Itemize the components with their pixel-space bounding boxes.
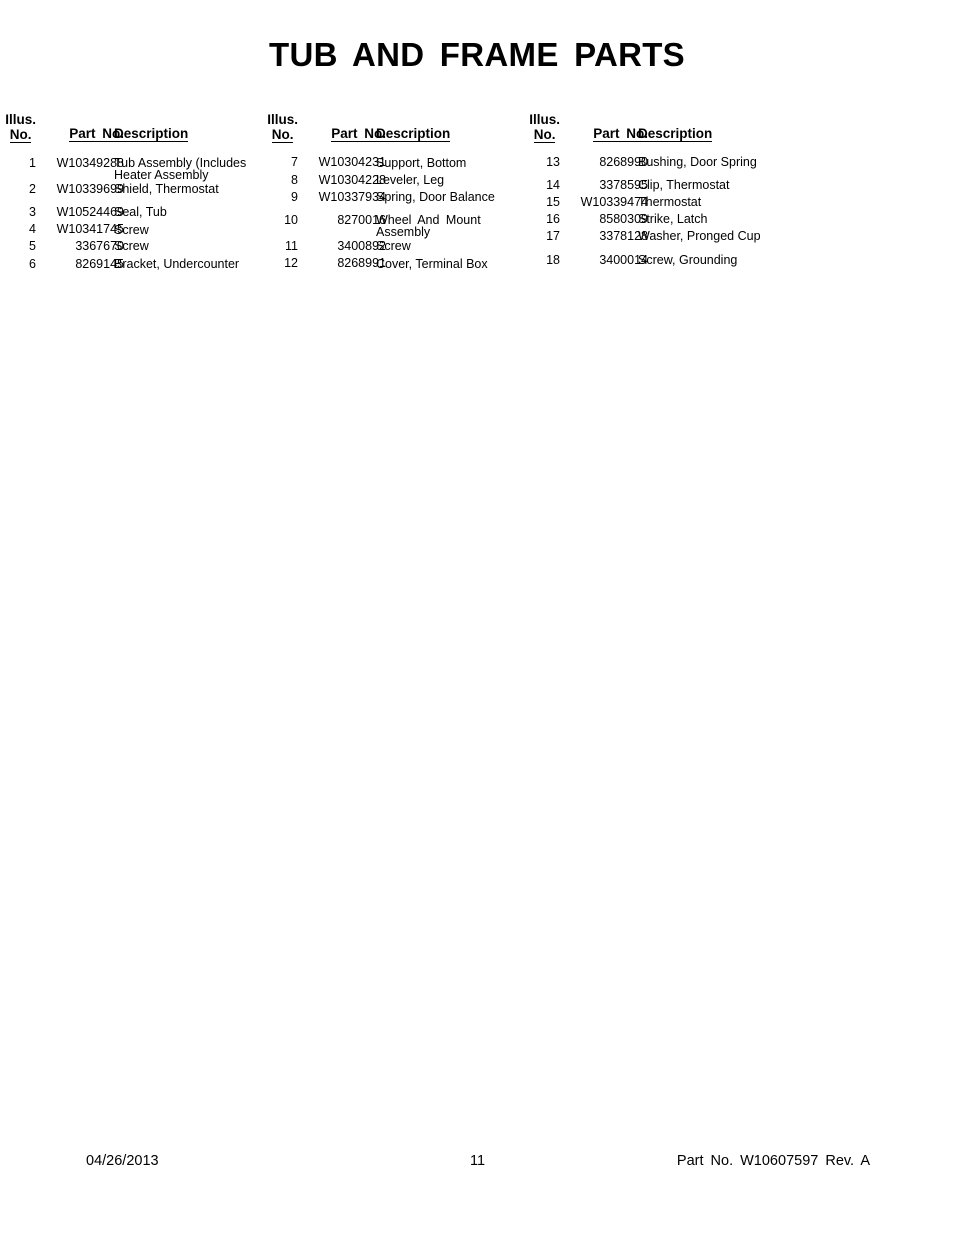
part-description: Cover, Terminal Box [376, 257, 488, 271]
part-number: W10339699 [56, 182, 124, 196]
parts-column-1 [0, 112, 262, 271]
part-description: Thermostat [638, 195, 702, 209]
part-description: Clip, Thermostat [638, 178, 730, 192]
illus-label: Illus. [5, 112, 36, 127]
part-number: W10524469 [56, 205, 124, 219]
illus-no-header [5, 112, 36, 143]
illus-number: 8 [291, 173, 298, 187]
column-header [262, 112, 524, 152]
part-description: Seal, Tub [114, 205, 167, 219]
part-number: 8268990 [599, 155, 648, 169]
illus-label: Illus. [529, 112, 560, 127]
illus-number: 9 [291, 190, 298, 204]
part-number: 3400014 [599, 253, 648, 267]
illus-number: 13 [546, 155, 560, 169]
part-no-header: Part No. [69, 126, 124, 141]
illus-no-header [529, 112, 560, 143]
illus-number: 1 [29, 156, 36, 170]
illus-number: 12 [284, 256, 298, 270]
illus-number: 10 [284, 213, 298, 227]
illus-number: 3 [29, 205, 36, 219]
part-number: W10339474 [580, 195, 648, 209]
footer-date: 04/26/2013 [86, 1153, 159, 1169]
part-description: Bracket, Undercounter [114, 257, 240, 271]
description-header: Description [114, 126, 189, 141]
description-header: Description [638, 126, 713, 141]
column-header [524, 112, 786, 152]
parts-column-2 [262, 112, 524, 271]
illus-number: 18 [546, 253, 560, 267]
description-header: Description [376, 126, 451, 141]
part-number: 8269145 [75, 257, 124, 271]
part-description: Shield, Thermostat [114, 182, 219, 196]
illus-number: 5 [29, 239, 36, 253]
part-description: Support, Bottom [376, 156, 467, 170]
part-description: Screw, Grounding [638, 253, 738, 267]
part-number: W10349288 [56, 156, 124, 170]
part-no-header: Part No. [331, 126, 386, 141]
part-number: W10341745 [56, 222, 124, 236]
illus-number: 11 [285, 239, 298, 253]
illus-number: 6 [29, 257, 36, 271]
part-description: Screw [114, 239, 149, 253]
part-number: W10304231 [318, 155, 386, 169]
illus-no-header [267, 112, 298, 143]
part-description: Bushing, Door Spring [638, 155, 757, 169]
part-no-header: Part No. [593, 126, 648, 141]
part-number: 8580309 [599, 212, 648, 226]
illus-number: 2 [29, 182, 36, 196]
part-number: 3378595 [599, 178, 648, 192]
part-number: 3400892 [337, 239, 386, 253]
parts-column-3 [524, 112, 786, 267]
illus-number: 15 [546, 195, 560, 209]
illus-number: 16 [546, 212, 560, 226]
part-number: W10337934 [318, 190, 386, 204]
part-number: 8270016 [337, 213, 386, 227]
footer-part-reference: Part No. W10607597 Rev. A [676, 1153, 870, 1169]
part-number: W10304228 [318, 173, 386, 187]
illus-number: 7 [291, 155, 298, 169]
part-description: Wheel And Mount Assembly [376, 213, 481, 239]
no-label: No. [271, 127, 294, 142]
no-label: No. [9, 127, 32, 142]
footer-page-number: 11 [470, 1153, 486, 1169]
part-number: 8268991 [337, 256, 386, 270]
part-description: Leveler, Leg [376, 173, 445, 187]
part-description: Screw [114, 223, 149, 237]
part-number: 3367670 [75, 239, 124, 253]
part-number: 3378128 [599, 229, 648, 243]
column-header [0, 112, 262, 152]
part-description: Washer, Pronged Cup [638, 229, 761, 243]
illus-number: 17 [546, 229, 560, 243]
part-description: Tub Assembly (Includes Heater Assembly [114, 156, 247, 182]
page-title: TUB AND FRAME PARTS [268, 36, 685, 73]
illus-number: 14 [546, 178, 560, 192]
illus-label: Illus. [267, 112, 298, 127]
part-description: Spring, Door Balance [376, 190, 495, 204]
no-label: No. [533, 127, 556, 142]
part-description: Screw [376, 239, 411, 253]
illus-number: 4 [29, 222, 36, 236]
part-description: Strike, Latch [638, 212, 708, 226]
